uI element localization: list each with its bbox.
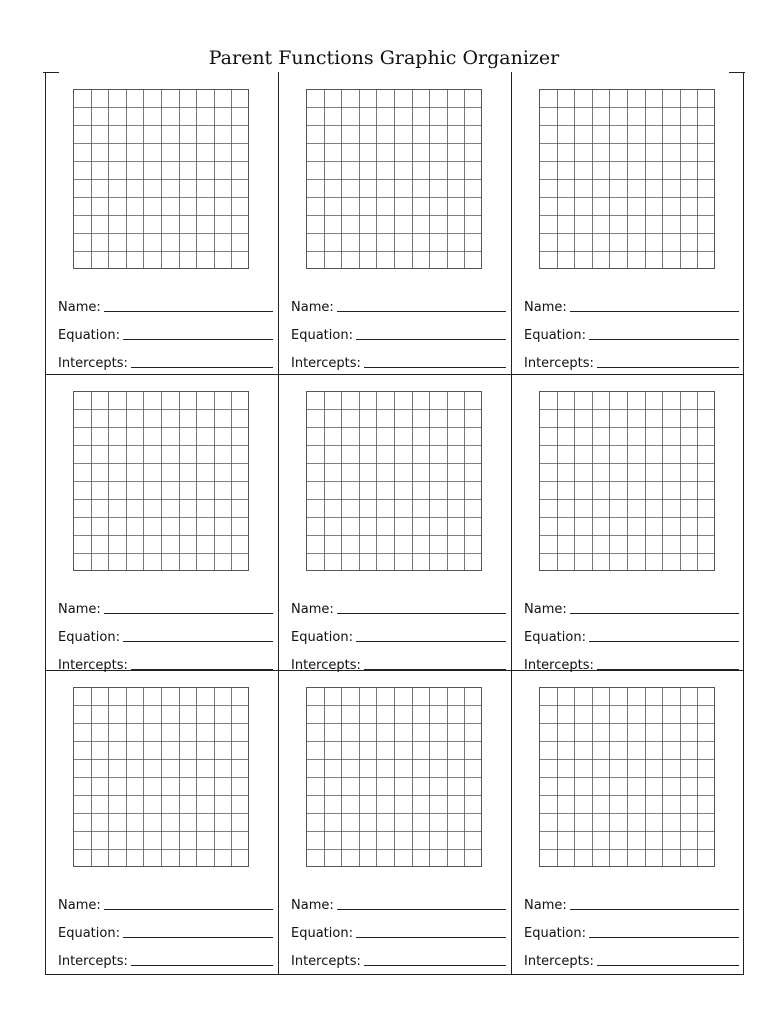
function-card [45, 72, 278, 372]
name-field-blank[interactable] [337, 612, 506, 614]
equation-field [291, 913, 506, 941]
equation-field-label: Equation: [524, 630, 586, 645]
equation-field-blank[interactable] [356, 338, 506, 340]
organizer-frame [45, 72, 744, 975]
intercepts-field-blank[interactable] [364, 366, 506, 368]
intercepts-field-label: Intercepts: [291, 658, 361, 673]
intercepts-field [524, 941, 739, 969]
card-fields [291, 287, 506, 371]
coordinate-grid[interactable] [73, 89, 249, 269]
name-field-label: Name: [58, 602, 101, 617]
name-field [524, 589, 739, 617]
equation-field-blank[interactable] [123, 338, 273, 340]
equation-field [58, 913, 273, 941]
intercepts-field-label: Intercepts: [291, 954, 361, 969]
function-card [278, 670, 511, 970]
card-fields [58, 589, 273, 673]
equation-field-label: Equation: [58, 630, 120, 645]
name-field-label: Name: [58, 300, 101, 315]
coordinate-grid[interactable] [73, 391, 249, 571]
equation-field-label: Equation: [291, 630, 353, 645]
name-field [524, 287, 739, 315]
equation-field-blank[interactable] [589, 338, 739, 340]
intercepts-field-blank[interactable] [597, 366, 739, 368]
name-field-blank[interactable] [570, 908, 739, 910]
intercepts-field [524, 343, 739, 371]
equation-field [58, 617, 273, 645]
intercepts-field-label: Intercepts: [58, 356, 128, 371]
function-card [45, 374, 278, 674]
equation-field-label: Equation: [58, 926, 120, 941]
frame-line-bottom [45, 974, 744, 975]
equation-field-blank[interactable] [356, 936, 506, 938]
intercepts-field [58, 645, 273, 673]
coordinate-grid[interactable] [306, 89, 482, 269]
card-fields [58, 885, 273, 969]
equation-field-blank[interactable] [356, 640, 506, 642]
intercepts-field [58, 941, 273, 969]
name-field-blank[interactable] [570, 612, 739, 614]
coordinate-grid[interactable] [73, 687, 249, 867]
equation-field-label: Equation: [524, 926, 586, 941]
intercepts-field-blank[interactable] [131, 366, 273, 368]
equation-field [524, 617, 739, 645]
card-fields [291, 589, 506, 673]
intercepts-field [291, 645, 506, 673]
name-field-label: Name: [291, 300, 334, 315]
function-card [511, 374, 744, 674]
name-field-blank[interactable] [104, 612, 273, 614]
equation-field-blank[interactable] [123, 640, 273, 642]
coordinate-grid[interactable] [539, 391, 715, 571]
card-fields [524, 589, 739, 673]
equation-field-label: Equation: [58, 328, 120, 343]
name-field-blank[interactable] [337, 908, 506, 910]
name-field-label: Name: [291, 602, 334, 617]
name-field-blank[interactable] [104, 310, 273, 312]
function-card [278, 374, 511, 674]
card-fields [524, 885, 739, 969]
intercepts-field [524, 645, 739, 673]
equation-field-label: Equation: [291, 926, 353, 941]
name-field-label: Name: [524, 602, 567, 617]
card-fields [524, 287, 739, 371]
equation-field [291, 315, 506, 343]
equation-field-blank[interactable] [589, 936, 739, 938]
intercepts-field-label: Intercepts: [524, 954, 594, 969]
name-field [291, 589, 506, 617]
equation-field [58, 315, 273, 343]
intercepts-field [291, 343, 506, 371]
page-title: Parent Functions Graphic Organizer [208, 47, 560, 69]
name-field [58, 287, 273, 315]
equation-field-blank[interactable] [123, 936, 273, 938]
name-field-label: Name: [291, 898, 334, 913]
intercepts-field-label: Intercepts: [58, 658, 128, 673]
coordinate-grid[interactable] [306, 391, 482, 571]
name-field-blank[interactable] [570, 310, 739, 312]
coordinate-grid[interactable] [539, 687, 715, 867]
coordinate-grid[interactable] [539, 89, 715, 269]
intercepts-field-label: Intercepts: [524, 658, 594, 673]
name-field [58, 885, 273, 913]
equation-field-blank[interactable] [589, 640, 739, 642]
card-fields [58, 287, 273, 371]
equation-field-label: Equation: [524, 328, 586, 343]
name-field-blank[interactable] [104, 908, 273, 910]
equation-field-label: Equation: [291, 328, 353, 343]
intercepts-field-label: Intercepts: [58, 954, 128, 969]
intercepts-field-label: Intercepts: [524, 356, 594, 371]
name-field-blank[interactable] [337, 310, 506, 312]
equation-field [291, 617, 506, 645]
equation-field [524, 315, 739, 343]
function-card [45, 670, 278, 970]
intercepts-field [58, 343, 273, 371]
intercepts-field-label: Intercepts: [291, 356, 361, 371]
name-field [58, 589, 273, 617]
intercepts-field [291, 941, 506, 969]
coordinate-grid[interactable] [306, 687, 482, 867]
name-field [291, 287, 506, 315]
function-card [511, 72, 744, 372]
function-card [278, 72, 511, 372]
intercepts-field-blank[interactable] [364, 964, 506, 966]
name-field [524, 885, 739, 913]
intercepts-field-blank[interactable] [131, 964, 273, 966]
equation-field [524, 913, 739, 941]
name-field [291, 885, 506, 913]
intercepts-field-blank[interactable] [597, 964, 739, 966]
name-field-label: Name: [524, 898, 567, 913]
card-fields [291, 885, 506, 969]
name-field-label: Name: [524, 300, 567, 315]
name-field-label: Name: [58, 898, 101, 913]
function-card [511, 670, 744, 970]
